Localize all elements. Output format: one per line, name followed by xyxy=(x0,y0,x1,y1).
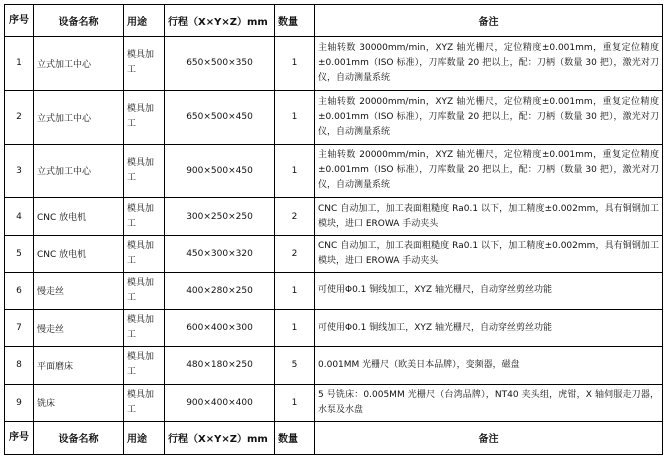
cell-travel: 300×250×250 xyxy=(165,198,275,235)
cell-qty: 2 xyxy=(275,198,315,235)
table-row xyxy=(5,198,663,235)
header-qty: 数量 xyxy=(275,5,315,37)
footer-row xyxy=(5,421,663,454)
cell-name: 平面磨床 xyxy=(34,347,124,384)
footer-name: 设备名称 xyxy=(34,421,124,454)
table-row xyxy=(5,235,663,272)
cell-qty: 1 xyxy=(275,272,315,309)
cell-no: 6 xyxy=(5,272,34,309)
cell-use: 模具加工 xyxy=(124,37,165,91)
cell-note: 主轴转数 30000mm/min，XYZ 轴光栅尺，定位精度±0.001mm，重复定位精度±0.001mm（ISO 标准），刀库数量 20 把以上，配：刀柄（数量 30 把），激光对刀仪，自动测量系统 xyxy=(315,37,663,91)
cell-use: 模具加工 xyxy=(124,272,165,309)
cell-travel: 900×500×450 xyxy=(165,144,275,198)
cell-travel: 900×400×400 xyxy=(165,384,275,421)
cell-name: CNC 放电机 xyxy=(34,198,124,235)
header-row xyxy=(5,5,663,37)
cell-name: 铣床 xyxy=(34,384,124,421)
cell-use: 模具加工 xyxy=(124,310,165,347)
cell-qty: 1 xyxy=(275,310,315,347)
cell-no: 1 xyxy=(5,37,34,91)
footer-use: 用途 xyxy=(124,421,165,454)
cell-name: 立式加工中心 xyxy=(34,37,124,91)
cell-travel: 480×180×250 xyxy=(165,347,275,384)
table-row xyxy=(5,37,663,91)
cell-use: 模具加工 xyxy=(124,198,165,235)
cell-travel: 600×400×300 xyxy=(165,310,275,347)
table-row xyxy=(5,272,663,309)
footer-qty: 数量 xyxy=(275,421,315,454)
cell-no: 4 xyxy=(5,198,34,235)
cell-name: 慢走丝 xyxy=(34,310,124,347)
cell-use: 模具加工 xyxy=(124,144,165,198)
table-row xyxy=(5,347,663,384)
cell-name: 立式加工中心 xyxy=(34,144,124,198)
cell-qty: 1 xyxy=(275,90,315,144)
cell-qty: 1 xyxy=(275,37,315,91)
cell-note: 主轴转数 20000mm/min，XYZ 轴光栅尺，定位精度±0.001mm，重复定位精度±0.001mm（ISO 标准），刀库数量 20 把以上，配：刀柄（数量 30 把），激光对刀仪，自动测量系统 xyxy=(315,144,663,198)
header-travel: 行程（X×Y×Z）mm xyxy=(165,5,275,37)
table-row xyxy=(5,90,663,144)
equipment-table xyxy=(4,4,663,455)
cell-qty: 1 xyxy=(275,384,315,421)
cell-note: 可使用Φ0.1 铜线加工，XYZ 轴光栅尺，自动穿丝剪丝功能 xyxy=(315,310,663,347)
cell-use: 模具加工 xyxy=(124,384,165,421)
cell-no: 8 xyxy=(5,347,34,384)
footer-travel: 行程（X×Y×Z）mm xyxy=(165,421,275,454)
header-name: 设备名称 xyxy=(34,5,124,37)
table-row xyxy=(5,384,663,421)
cell-note: CNC 自动加工，加工表面粗糙度 Ra0.1 以下，加工精度±0.002mm，具有铜钢加工模块，进口 EROWA 手动夹头 xyxy=(315,198,663,235)
header-no: 序号 xyxy=(5,5,34,37)
cell-qty: 2 xyxy=(275,235,315,272)
header-use: 用途 xyxy=(124,5,165,37)
footer-no: 序号 xyxy=(5,421,34,454)
cell-name: 慢走丝 xyxy=(34,272,124,309)
cell-travel: 450×300×320 xyxy=(165,235,275,272)
cell-qty: 5 xyxy=(275,347,315,384)
cell-name: 立式加工中心 xyxy=(34,90,124,144)
cell-no: 5 xyxy=(5,235,34,272)
cell-note: 可使用Φ0.1 铜线加工，XYZ 轴光栅尺，自动穿丝剪丝功能 xyxy=(315,272,663,309)
cell-no: 3 xyxy=(5,144,34,198)
cell-use: 模具加工 xyxy=(124,235,165,272)
cell-no: 2 xyxy=(5,90,34,144)
cell-name: CNC 放电机 xyxy=(34,235,124,272)
cell-use: 模具加工 xyxy=(124,347,165,384)
cell-no: 9 xyxy=(5,384,34,421)
cell-note: 0.001MM 光栅尺（欧美日本品牌），变频器，磁盘 xyxy=(315,347,663,384)
cell-note: CNC 自动加工，加工表面粗糙度 Ra0.1 以下，加工精度±0.002mm，具有铜钢加工模块，进口 EROWA 手动夹头 xyxy=(315,235,663,272)
table-row xyxy=(5,310,663,347)
cell-travel: 650×500×450 xyxy=(165,90,275,144)
header-note: 备注 xyxy=(315,5,663,37)
cell-no: 7 xyxy=(5,310,34,347)
cell-note: 主轴转数 20000mm/min，XYZ 轴光栅尺，定位精度±0.001mm，重复定位精度±0.001mm（ISO 标准），刀库数量 20 把以上，配：刀柄（数量 30 把），激光对刀仪，自动测量系统 xyxy=(315,90,663,144)
cell-travel: 400×280×250 xyxy=(165,272,275,309)
table-row xyxy=(5,144,663,198)
cell-note: 5 号铣床：0.005MM 光栅尺（台湾品牌），NT40 夹头组，虎钳，X 轴伺服走刀器，水泵及水盘 xyxy=(315,384,663,421)
footer-note: 备注 xyxy=(315,421,663,454)
cell-qty: 1 xyxy=(275,144,315,198)
cell-travel: 650×500×350 xyxy=(165,37,275,91)
cell-use: 模具加工 xyxy=(124,90,165,144)
